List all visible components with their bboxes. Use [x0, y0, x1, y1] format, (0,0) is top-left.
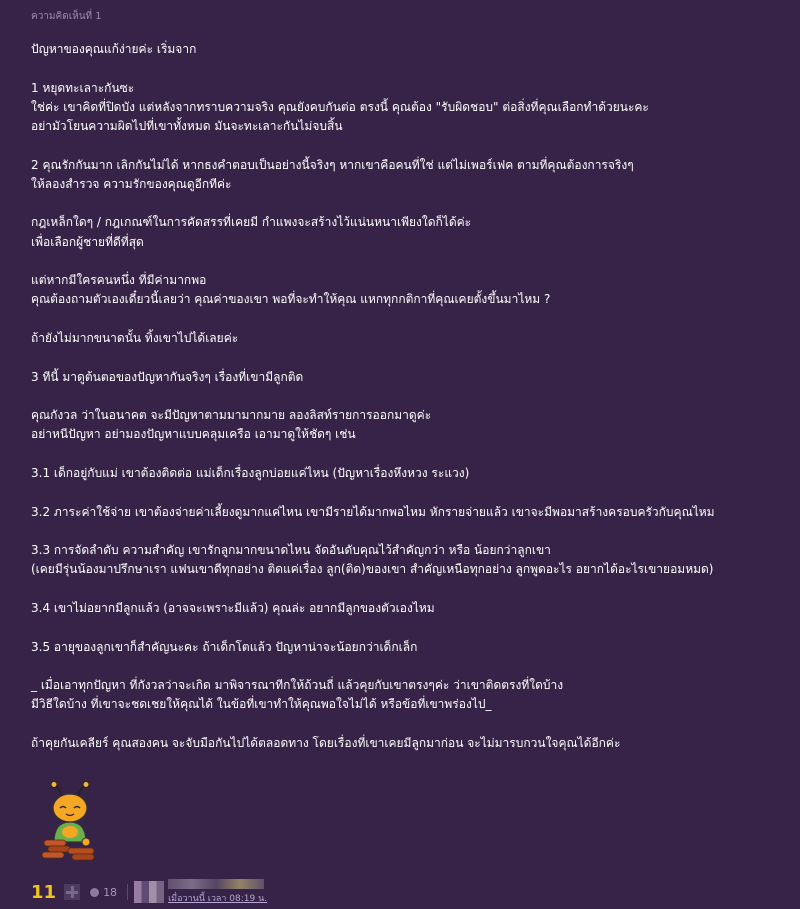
comment-line: เพื่อเลือกผู้ชายที่ดีที่สุด [31, 234, 144, 249]
emotion-count: 18 [103, 885, 118, 899]
comment-line: ถ้าคุยกันเคลียร์ คุณสองคน จะจับมือกันไปได้ตลอดทาง โดยเรื่องที่เขาเคยมีลูกมาก่อน จะไม่มารบกวนใจคุณได้อีกค่ะ [31, 735, 621, 750]
footer-divider [127, 884, 128, 900]
comment-paragraph [31, 406, 786, 444]
comment-paragraph [31, 599, 786, 618]
emotion-icon [90, 888, 99, 897]
vote-plus-button[interactable] [64, 884, 80, 900]
comment-paragraph [31, 79, 786, 137]
comment-paragraph [31, 734, 786, 753]
comment-line: คุณต้องถามตัวเองเดี๋ยวนี้เลยว่า คุณค่าของเขา พอที่จะทำให้คุณ แหกทุกกติกาที่คุณเคยตั้งขึ้นมาไหม ? [31, 292, 551, 307]
comment-line: มีวิธีใดบ้าง ที่เขาจะชดเชยให้คุณได้ ในข้อที่เขาทำให้คุณพอใจไม่ได้ หรือข้อที่เขาพร่องไป_ [31, 697, 492, 712]
comment-body [31, 40, 786, 773]
comment-line: 3.2 ภาระค่าใช้จ่าย เขาต้องจ่ายค่าเลี้ยงดูมากแค่ไหน เขามีรายได้มากพอไหม หักรายจ่ายแล้ว เขาจะมีพอมาสร้างครอบครัวกับคุณไหม [31, 504, 715, 519]
comment-line: อย่ามัวโยนความผิดไปที่เขาทั้งหมด มันจะทะเลาะกันไม่จบสิ้น [31, 119, 343, 133]
comment-paragraph [31, 156, 786, 194]
comment-line: 1 หยุดทะเลาะกันซะ [31, 80, 135, 95]
comment-line: ใช่ค่ะ เขาคิดที่ปิดบัง แต่หลังจากทราบความจริง คุณยังคบกันต่อ ตรงนี้ คุณต้อง "รับผิดชอบ" ต่อสิ่งที่คุณเลือกทำด้วยนะคะ [31, 99, 649, 114]
comment-paragraph [31, 464, 786, 483]
comment-line: อย่าหนีปัญหา อย่ามองปัญหาแบบคลุมเครือ เอามาดูให้ชัดๆ เช่น [31, 427, 356, 442]
comment-line: 2 คุณรักกันมาก เลิกกันไม่ได้ หากธงคำตอบเป็นอย่างนี้จริงๆ หากเขาคือคนที่ใช่ แต่ไม่เพอร์เฟค ตามที่คุณต้องการจริงๆ [31, 157, 634, 172]
comment-paragraph [31, 40, 786, 59]
comment-footer [31, 878, 791, 906]
comment-line: แต่หากมีใครคนหนึ่ง ที่มีค่ามากพอ [31, 273, 207, 288]
comment-line: ถ้ายังไม่มากขนาดนั้น ทิ้งเขาไปได้เลยค่ะ [31, 330, 239, 345]
bee-mascot-sticker-icon [40, 782, 100, 862]
comment-paragraph [31, 329, 786, 348]
avatar[interactable] [134, 881, 164, 903]
comment-line: คุณกังวล ว่าในอนาคต จะมีปัญหาตามมามากมาย ลองลิสท์รายการออกมาดูค่ะ [31, 408, 432, 423]
comment-number: ความคิดเห็นที่ 1 [31, 11, 102, 22]
comment-paragraph [31, 213, 786, 251]
comment-line: ปัญหาของคุณแก้ง่ายค่ะ เริ่มจาก [31, 42, 197, 56]
comment-paragraph [31, 368, 786, 387]
comment-paragraph [31, 271, 786, 309]
comment-line: 3 ทีนี้ มาดูต้นตอของปัญหากันจริงๆ เรื่องที่เขามีลูกติด [31, 369, 304, 384]
comment-line: 3.5 อายุของลูกเขาก็สำคัญนะคะ ถ้าเด็กโตแล้ว ปัญหาน่าจะน้อยกว่าเด็กเล็ก [31, 639, 418, 654]
comment-line: ให้ลองสำรวจ ความรักของคุณดูอีกทีค่ะ [31, 176, 232, 191]
comment-line: 3.4 เขาไม่อยากมีลูกแล้ว (อาจจะเพราะมีแล้ว) คุณล่ะ อยากมีลูกของตัวเองไหม [31, 600, 435, 615]
username-blurred[interactable] [168, 879, 264, 889]
comment-line: 3.3 การจัดลำดับ ความสำคัญ เขารักลูกมากขนาดไหน จัดอันดับคุณไว้สำคัญกว่า หรือ น้อยกว่าลูกเขา [31, 543, 551, 558]
vote-count: 11 [31, 881, 57, 903]
comment-paragraph [31, 541, 786, 579]
comment-paragraph [31, 638, 786, 657]
timestamp-link[interactable]: เมื่อวานนี้ เวลา 08:19 น. [168, 894, 268, 904]
comment-line: 3.1 เด็กอยู่กับแม่ เขาต้องติดต่อ แม่เด็กเรื่องลูกบ่อยแค่ไหน (ปัญหาเรื่องหึงหวง ระแวง) [31, 465, 470, 480]
emotion-button[interactable] [90, 886, 117, 899]
comment-line: _ เมื่อเอาทุกปัญหา ที่กังวลว่าจะเกิด มาพิจารณาทีกให้ถ้วนถี่ แล้วคุยกับเขาตรงๆค่ะ ว่าเขาติดตรงที่ใดบ้าง [31, 678, 564, 693]
comment-paragraph [31, 503, 786, 522]
comment-line: (เคยมีรุ่นน้องมาปรึกษาเรา แฟนเขาดีทุกอย่าง ติดแค่เรื่อง ลูก(ติด)ของเขา สำคัญเหนือทุกอย่าง ลูกพูดอะไร อยากได้อะไรเขายอมหมด) [31, 562, 714, 577]
comment-paragraph [31, 676, 786, 714]
user-info [168, 879, 267, 905]
comment-line: กฎเหล็กใดๆ / กฎเกณฑ์ในการคัดสรรที่เคยมี กำแพงจะสร้างไว้แน่นหนาเพียงใดก็ได้ค่ะ [31, 215, 472, 230]
